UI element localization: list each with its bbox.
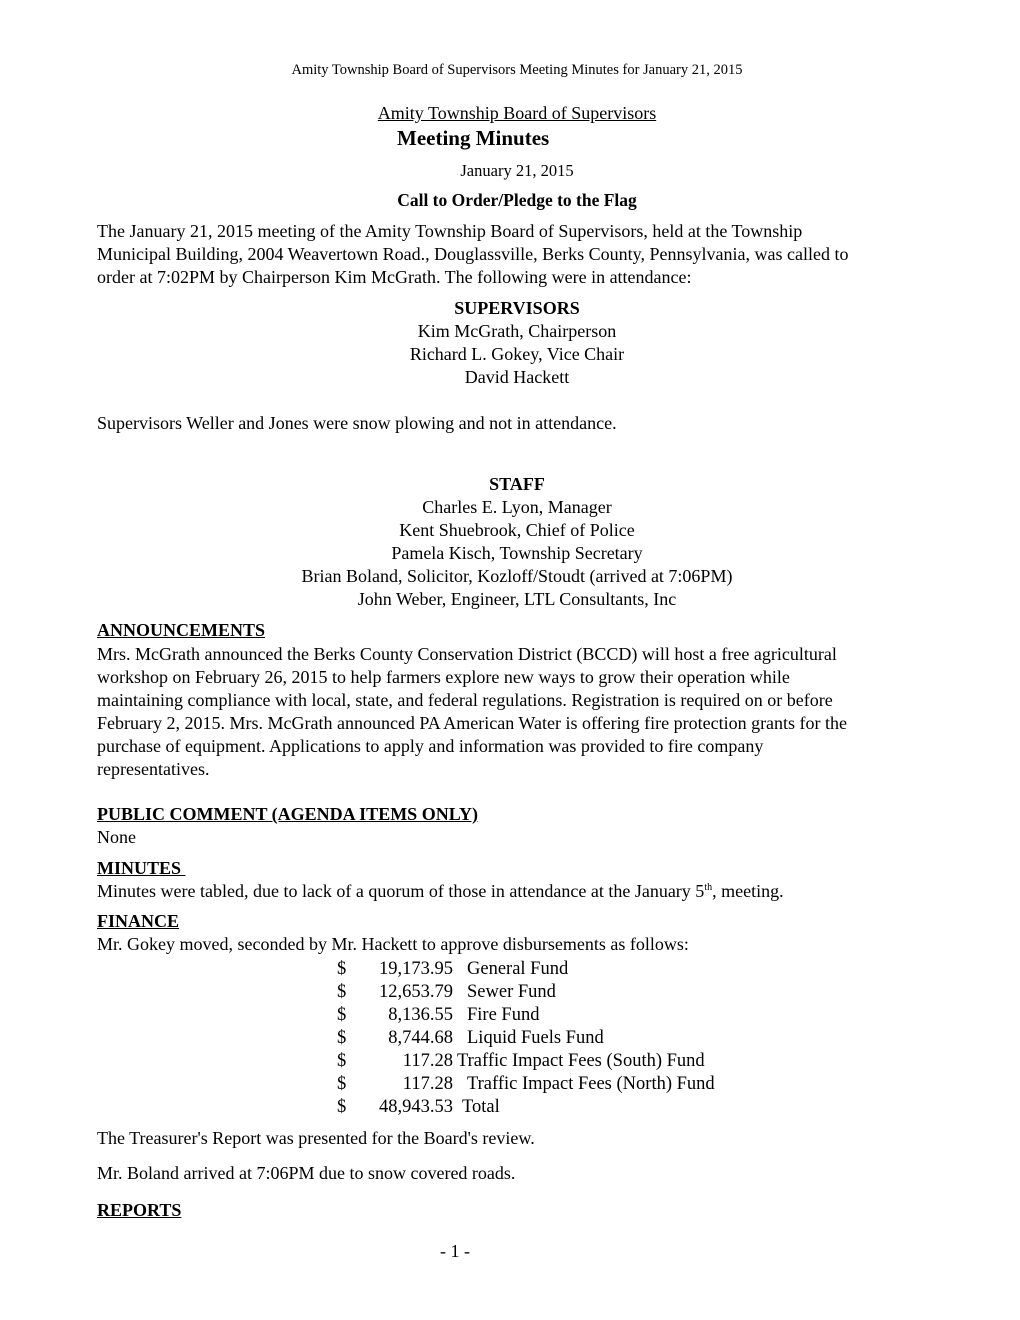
minutes-text [97,881,784,902]
disbursement-amount: 117.28 [402,1074,453,1094]
paragraph-line: purchase of equipment. Applications to apply and information was provided to fire company [97,736,764,756]
disbursement-fund: Liquid Fuels Fund [467,1028,604,1048]
paragraph-line: Municipal Building, 2004 Weavertown Road., Douglassville, Berks County, Pennsylvania, was called to [97,244,849,264]
disbursement-amount: 8,744.68 [388,1028,453,1048]
call-to-order-heading: Call to Order/Pledge to the Flag [397,190,637,210]
finance-intro: Mr. Gokey moved, seconded by Mr. Hackett to approve disbursements as follows: [97,934,689,954]
disbursement-amount: 12,653.79 [379,982,453,1002]
boland-note: Mr. Boland arrived at 7:06PM due to snow covered roads. [97,1163,516,1183]
paragraph-line: The January 21, 2015 meeting of the Amity Township Board of Supervisors, held at the Township [97,221,803,241]
absence-note: Supervisors Weller and Jones were snow plowing and not in attendance. [97,413,617,433]
ordinal-superscript: th [704,882,713,893]
announcements-heading: ANNOUNCEMENTS [97,620,266,640]
staff-heading: STAFF [489,474,545,494]
disbursement-fund: Sewer Fund [467,982,556,1002]
disbursement-fund [467,1074,719,1095]
page-number: - 1 - [440,1241,470,1261]
paragraph-line: workshop on February 26, 2015 to help farmers explore new ways to grow their operation while [97,667,790,687]
disbursement-amount: 19,173.95 [379,959,453,979]
supervisors-heading: SUPERVISORS [454,298,580,318]
document-title: Meeting Minutes [397,126,550,150]
currency-symbol: $ [337,982,347,1002]
staff-member: Pamela Kisch, Township Secretary [391,543,643,563]
public-comment-text: None [97,827,136,847]
disbursement-fund-label: Traffic Impact Fees (North) Fund [467,1074,715,1094]
staff-member: Brian Boland, Solicitor, Kozloff/Stoudt (arrived at 7:06PM) [301,566,733,586]
disbursement-amount: 8,136.55 [388,1005,453,1025]
staff-member: Kent Shuebrook, Chief of Police [399,520,635,540]
staff-member: Charles E. Lyon, Manager [422,497,612,517]
supervisor-member: Kim McGrath, Chairperson [417,321,617,341]
finance-heading: FINANCE [97,911,180,931]
currency-symbol: $ [337,1005,347,1025]
currency-symbol: $ [337,1051,347,1071]
supervisor-member: Richard L. Gokey, Vice Chair [409,344,625,364]
paragraph-line: Mrs. McGrath announced the Berks County Conservation District (BCCD) will host a free agricultural [97,644,837,664]
staff-member: John Weber, Engineer, LTL Consultants, Inc [357,589,677,609]
meeting-date: January 21, 2015 [460,161,574,180]
minutes-text-end: , meeting. [712,881,784,901]
subtotal-underline-row [337,1074,741,1098]
minutes-heading [97,858,186,879]
minutes-heading-label: MINUTES [97,858,182,878]
currency-symbol: $ [337,1074,347,1094]
paragraph-line: February 2, 2015. Mrs. McGrath announced PA American Water is offering fire protection grants for the [97,713,848,733]
announcements-paragraph [97,643,947,781]
running-header: Amity Township Board of Supervisors Meeting Minutes for January 21, 2015 [291,62,743,78]
paragraph-line: order at 7:02PM by Chairperson Kim McGrath. The following were in attendance: [97,267,692,287]
currency-symbol: $ [337,1028,347,1048]
disbursement-fund: General Fund [467,959,569,979]
total-label: Total [462,1097,500,1117]
currency-symbol: $ [337,959,347,979]
paragraph-line: maintaining compliance with local, state, and federal regulations. Registration is required on or before [97,690,833,710]
currency-symbol: $ [337,1097,347,1117]
disbursement-amount: 117.28 [402,1051,453,1071]
total-amount: 48,943.53 [379,1097,453,1117]
reports-heading: REPORTS [97,1200,182,1220]
organization-title: Amity Township Board of Supervisors [377,103,657,123]
minutes-text-main: Minutes were tabled, due to lack of a quorum of those in attendance at the January 5 [97,881,705,901]
supervisor-member: David Hackett [464,367,570,387]
treasurer-note: The Treasurer's Report was presented for the Board's review. [97,1128,535,1148]
public-comment-heading: PUBLIC COMMENT (AGENDA ITEMS ONLY) [97,804,479,824]
paragraph-line: representatives. [97,759,210,779]
call-to-order-paragraph [97,220,947,289]
disbursement-fund: Traffic Impact Fees (South) Fund [457,1051,705,1071]
disbursement-fund: Fire Fund [467,1005,540,1025]
